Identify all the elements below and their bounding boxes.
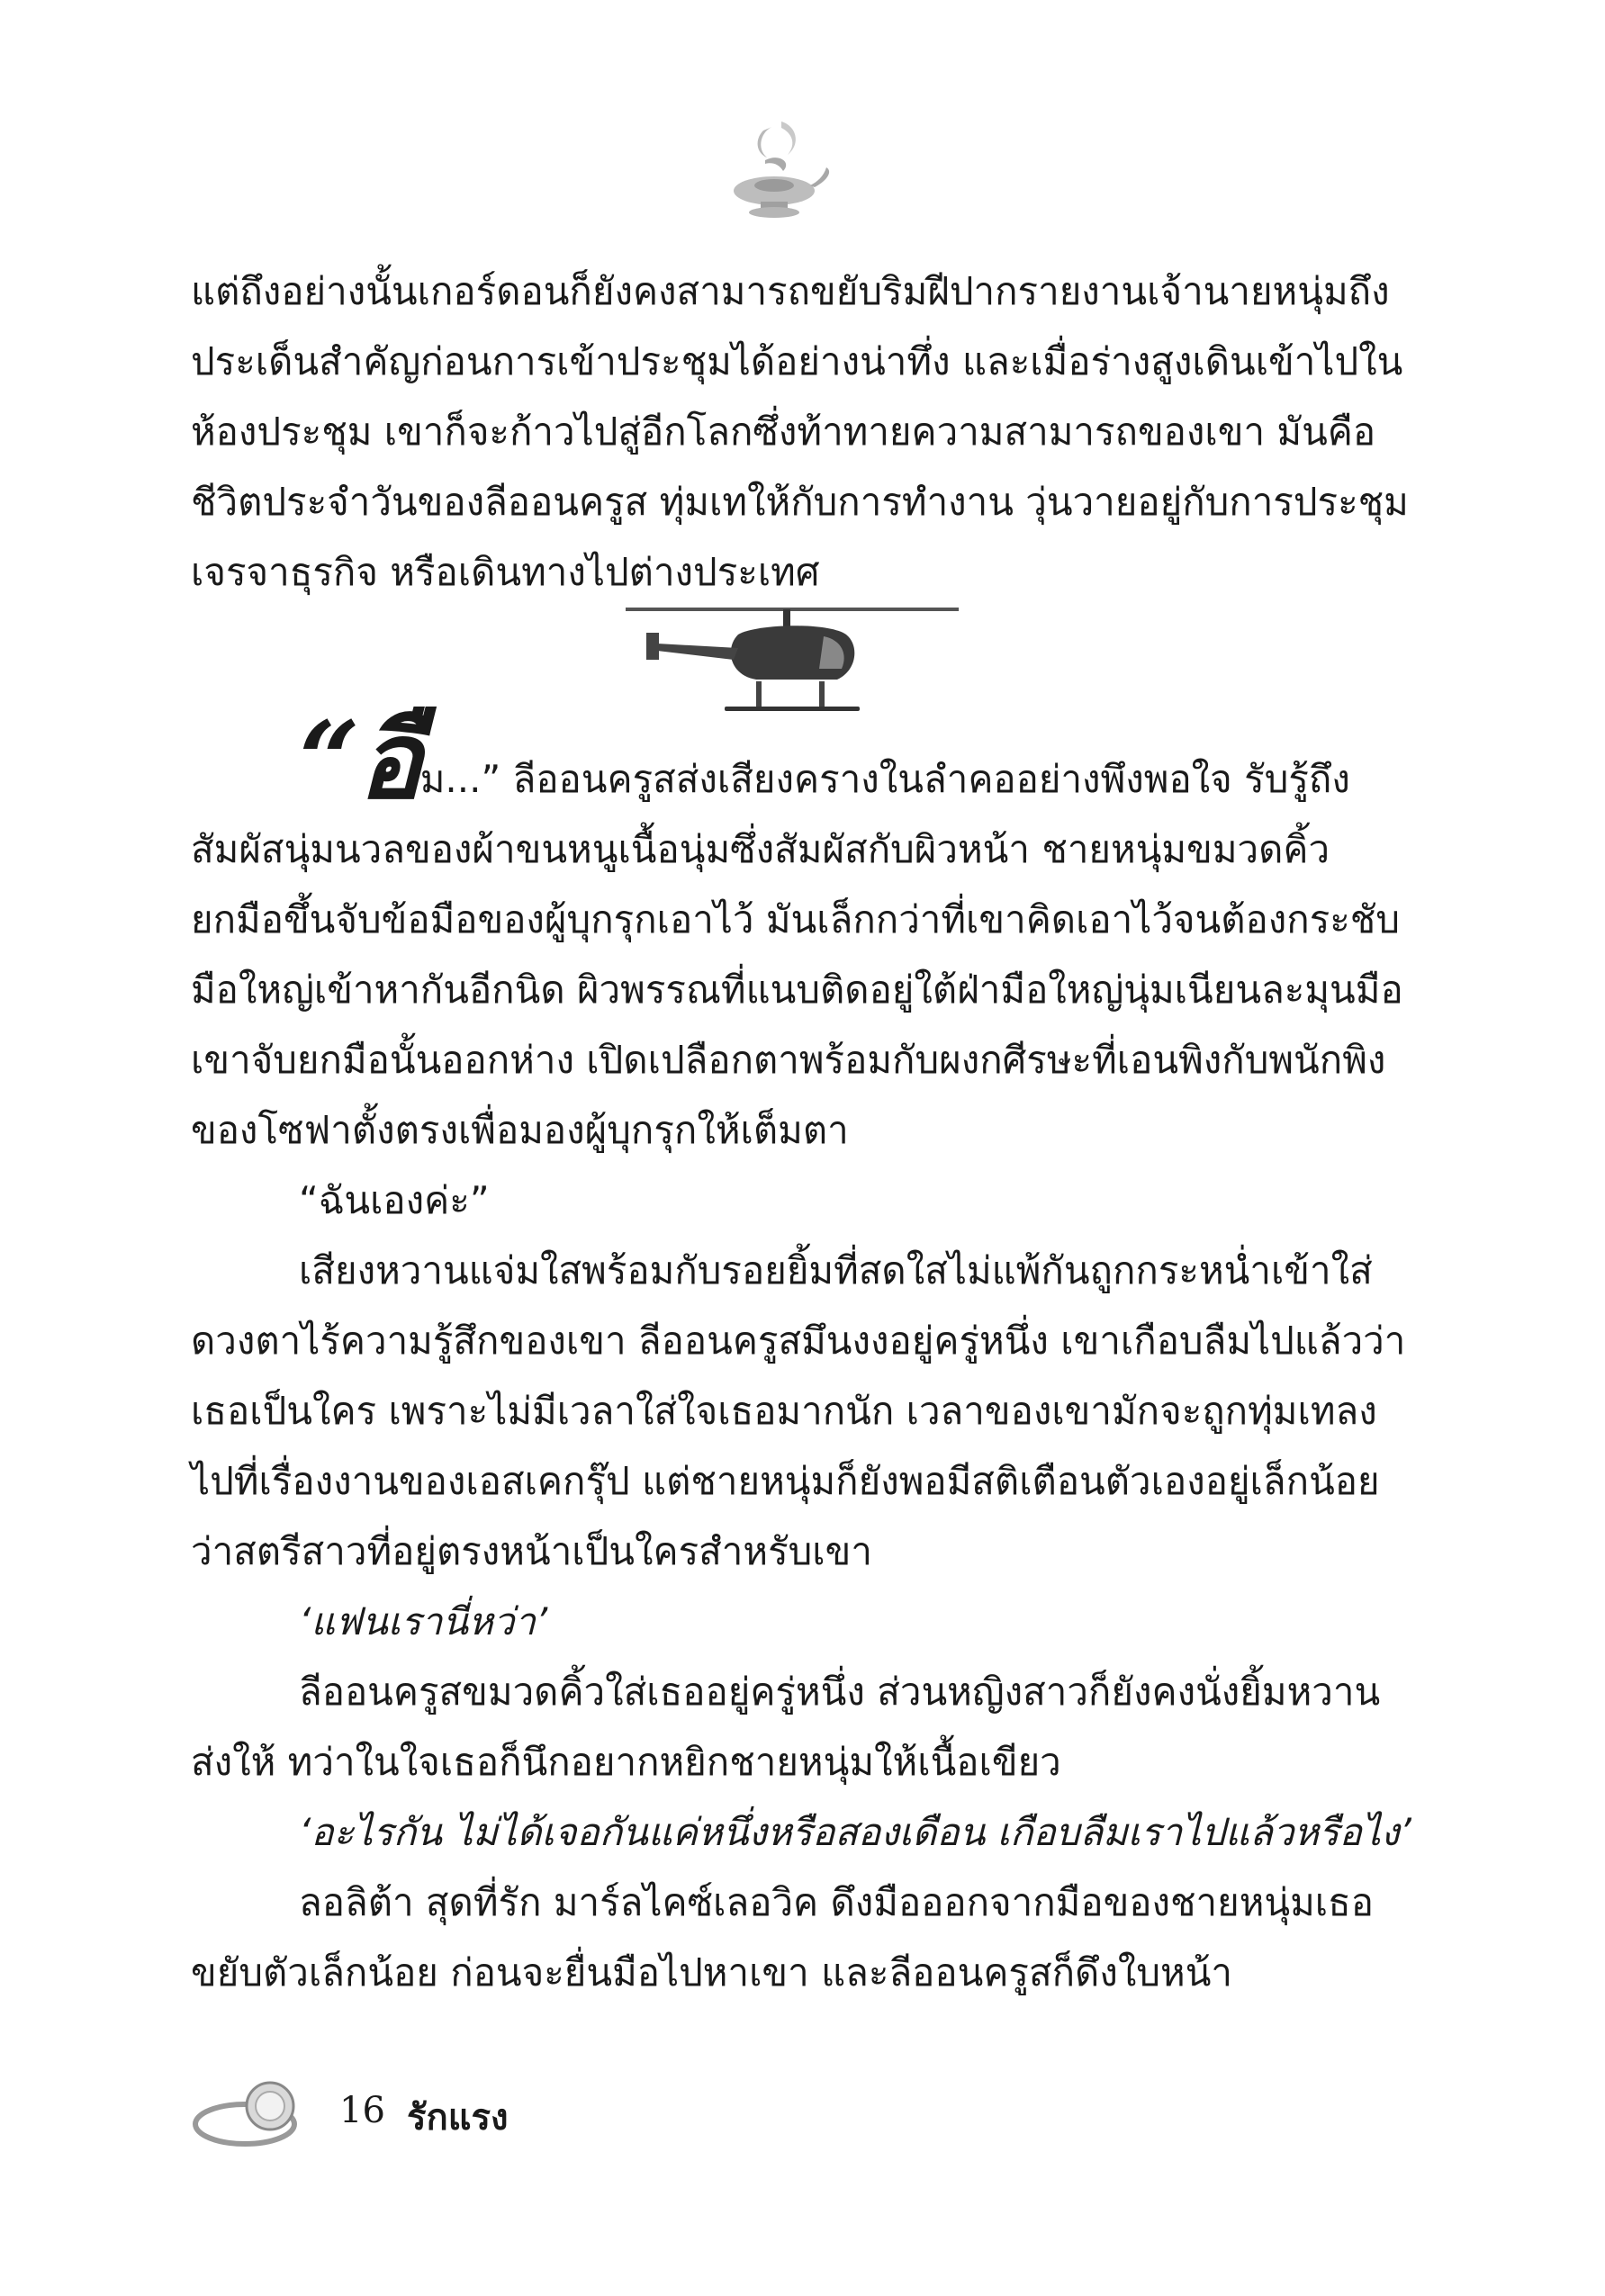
paragraph: เสียงหวานแจ่มใสพร้อมกับรอยยิ้มที่สดใสไม่แพ้กันถูกกระหน่ำเข้าใส่ดวงตาไร้ความรู้สึกของเขา ลีออนครูสมึนงงอยู่ครู่หนึ่ง เขาเกือบลืมไปแล้วว่าเธอเป็นใคร เพราะไม่มีเวลาใส่ใจเธอมากนัก เวลาของเขามักจะถูกทุ่มเทลงไปที่เรื่องงานของเอสเคกรุ๊ป แต่ชายหนุ่มก็ยังพอมีสติเตือนตัวเองอยู่เล็กน้อย ว่าสตรีสาวที่อยู่ตรงหน้าเป็นใครสำหรับเขา: [191, 1248, 1406, 1573]
thought-paragraph: ‘แฟนเรานี่หว่า’: [299, 1599, 548, 1643]
dropcap: “อื: [299, 698, 420, 823]
teapot-lamp-icon: [711, 108, 837, 234]
text-block-bottom: [191, 698, 1415, 2008]
dropcap-paragraph-text: ม...” ลีออนครูสส่งเสียงครางในลำคออย่างพึงพอใจ รับรู้ถึงสัมผัสนุ่มนวลของผ้าขนหนูเนื้อนุ่มซึ่งสัมผัสกับผิวหน้า ชายหนุ่มขมวดคิ้วยกมือขึ้นจับข้อมือของผู้บุกรุกเอาไว้ มันเล็กกว่าที่เขาคิดเอาไว้จนต้องกระชับมือใหญ่เข้าหากันอีกนิด ผิวพรรณที่แนบติดอยู่ใต้ฝ่ามือใหญ่นุ่มเนียนละมุนมือ เขาจับยกมือนั้นออกห่าง เปิดเปลือกตาพร้อมกับผงกศีรษะที่เอนพิงกับพนักพิงของโซฟาตั้งตรงเพื่อมองผู้บุกรุกให้เต็มตา: [191, 757, 1403, 1152]
paragraph: ลีออนครูสขมวดคิ้วใส่เธออยู่ครู่หนึ่ง ส่วนหญิงสาวก็ยังคงนั่งยิ้มหวานส่งให้ ทว่าในใจเธอก็นึกอยากหยิกชายหนุ่มให้เนื้อเขียว: [191, 1670, 1381, 1784]
page-number: 16: [339, 2090, 385, 2131]
paragraph: “ฉันเองค่ะ”: [299, 1178, 490, 1222]
paragraph: แต่ถึงอย่างนั้นเกอร์ดอนก็ยังคงสามารถขยับริมฝีปากรายงานเจ้านายหนุ่มถึงประเด็นสำคัญก่อนการเข้าประชุมได้อย่างน่าทึ่ง และเมื่อร่างสูงเดินเข้าไปในห้องประชุม เขาก็จะก้าวไปสู่อีกโลกซึ่งท้าทายความสามารถของเขา มันคือชีวิตประจำวันของลีออนครูส ทุ่มเทให้กับการทำงาน วุ่นวายอยู่กับการประชุม เจรจาธุรกิจ หรือเดินทางไปต่างประเทศ: [191, 269, 1409, 594]
dropcap-paragraph: [191, 698, 1415, 1166]
text-block-top: [191, 257, 1415, 608]
page-footer: [191, 2070, 731, 2160]
thought-paragraph: ‘อะไรกัน ไม่ได้เจอกันแค่หนึ่งหรือสองเดือน เกือบลืมเราไปแล้วหรือไง’: [299, 1810, 1411, 1854]
ring-icon: [191, 2070, 308, 2160]
paragraph: ลอลิต้า สุดที่รัก มาร์ลไคซ์เลอวิค ดึงมือออกจากมือของชายหนุ่มเธอขยับตัวเล็กน้อย ก่อนจะยื่นมือไปหาเขา และลีออนครูสก็ดึงใบหน้า: [191, 1880, 1375, 1994]
helicopter-icon: [621, 599, 963, 743]
book-title: รักแรง: [407, 2097, 509, 2138]
